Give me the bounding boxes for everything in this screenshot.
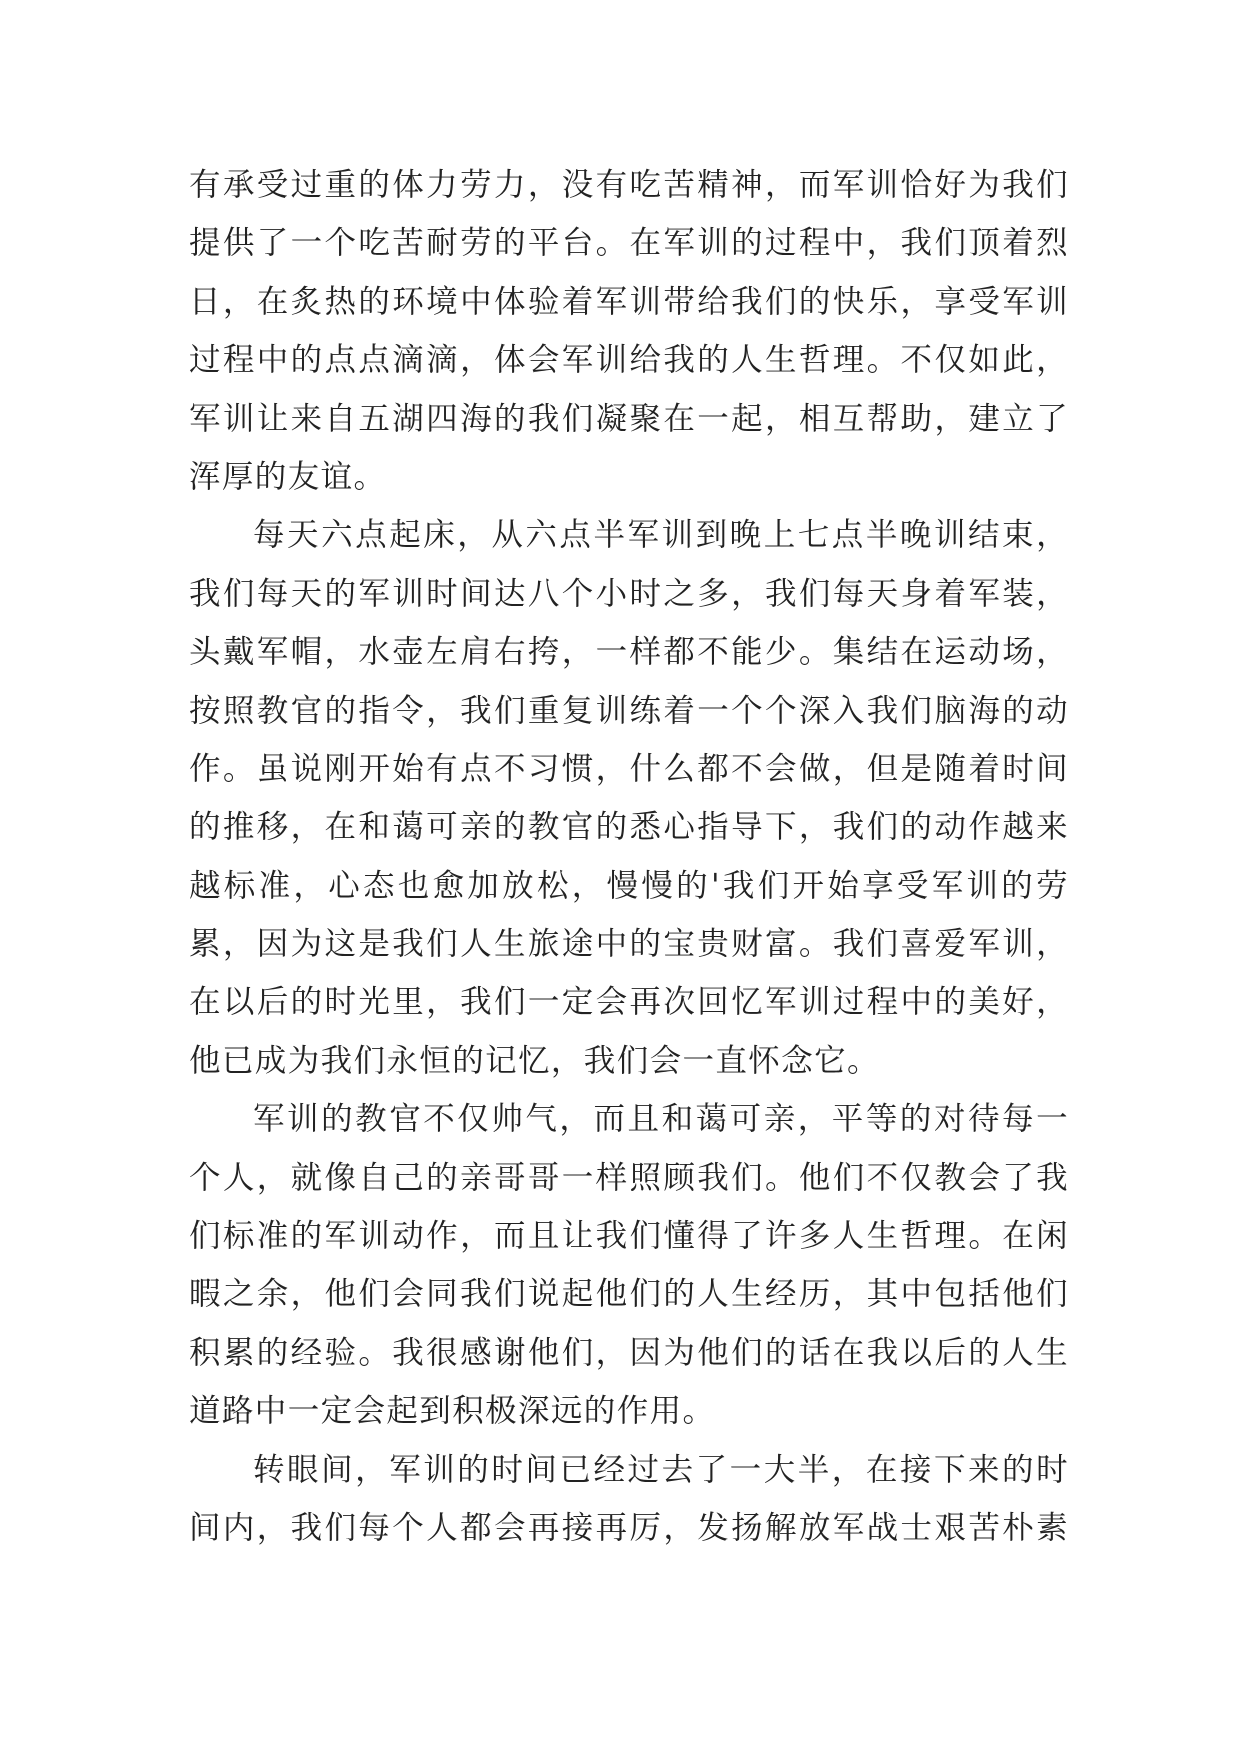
- body-text: [189, 156, 1069, 1557]
- text-line: 越标准，心态也愈加放松，慢慢的'我们开始享受军训的劳: [189, 867, 1069, 904]
- text-line: 累，因为这是我们人生旅途中的宝贵财富。我们喜爱军训，: [189, 926, 1069, 963]
- text-line: 他已成为我们永恒的记忆，我们会一直怀念它。: [189, 1042, 880, 1079]
- text-line: 过程中的点点滴滴，体会军训给我的人生哲理。不仅如此，: [189, 342, 1069, 379]
- paragraph-first-line: 军训的教官不仅帅气，而且和蔼可亲，平等的对待每一: [253, 1101, 1069, 1138]
- text-line: 个人，就像自己的亲哥哥一样照顾我们。他们不仅教会了我: [189, 1159, 1069, 1196]
- text-line: 积累的经验。我很感谢他们，因为他们的话在我以后的人生: [189, 1334, 1069, 1371]
- paragraph-first-line: 每天六点起床，从六点半军训到晚上七点半晚训结束，: [253, 517, 1069, 554]
- text-line: 在以后的时光里，我们一定会再次回忆军训过程中的美好，: [189, 984, 1069, 1021]
- text-line: 们标准的军训动作，而且让我们懂得了许多人生哲理。在闲: [189, 1218, 1069, 1255]
- text-line: 有承受过重的体力劳力，没有吃苦精神，而军训恰好为我们: [189, 167, 1069, 203]
- text-line: 作。虽说刚开始有点不习惯，什么都不会做，但是随着时间: [189, 750, 1069, 787]
- text-line: 按照教官的指令，我们重复训练着一个个深入我们脑海的动: [189, 692, 1069, 729]
- text-line: 日，在炙热的环境中体验着军训带给我们的快乐，享受军训: [189, 283, 1069, 320]
- paragraph-first-line: 转眼间，军训的时间已经过去了一大半，在接下来的时: [253, 1451, 1069, 1488]
- text-line: 道路中一定会起到积极深远的作用。: [189, 1393, 716, 1430]
- text-line: 暇之余，他们会同我们说起他们的人生经历，其中包括他们: [189, 1276, 1069, 1313]
- text-line: 头戴军帽，水壶左肩右挎，一样都不能少。集结在运动场，: [189, 634, 1069, 671]
- text-line: 浑厚的友谊。: [189, 458, 387, 495]
- text-line: 的推移，在和蔼可亲的教官的悉心指导下，我们的动作越来: [189, 809, 1069, 846]
- text-line: 间内，我们每个人都会再接再厉，发扬解放军战士艰苦朴素: [189, 1509, 1069, 1546]
- text-line: 军训让来自五湖四海的我们凝聚在一起，相互帮助，建立了: [189, 400, 1069, 437]
- text-line: 我们每天的军训时间达八个小时之多，我们每天身着军装，: [189, 575, 1069, 612]
- text-line: 提供了一个吃苦耐劳的平台。在军训的过程中，我们顶着烈: [189, 225, 1069, 262]
